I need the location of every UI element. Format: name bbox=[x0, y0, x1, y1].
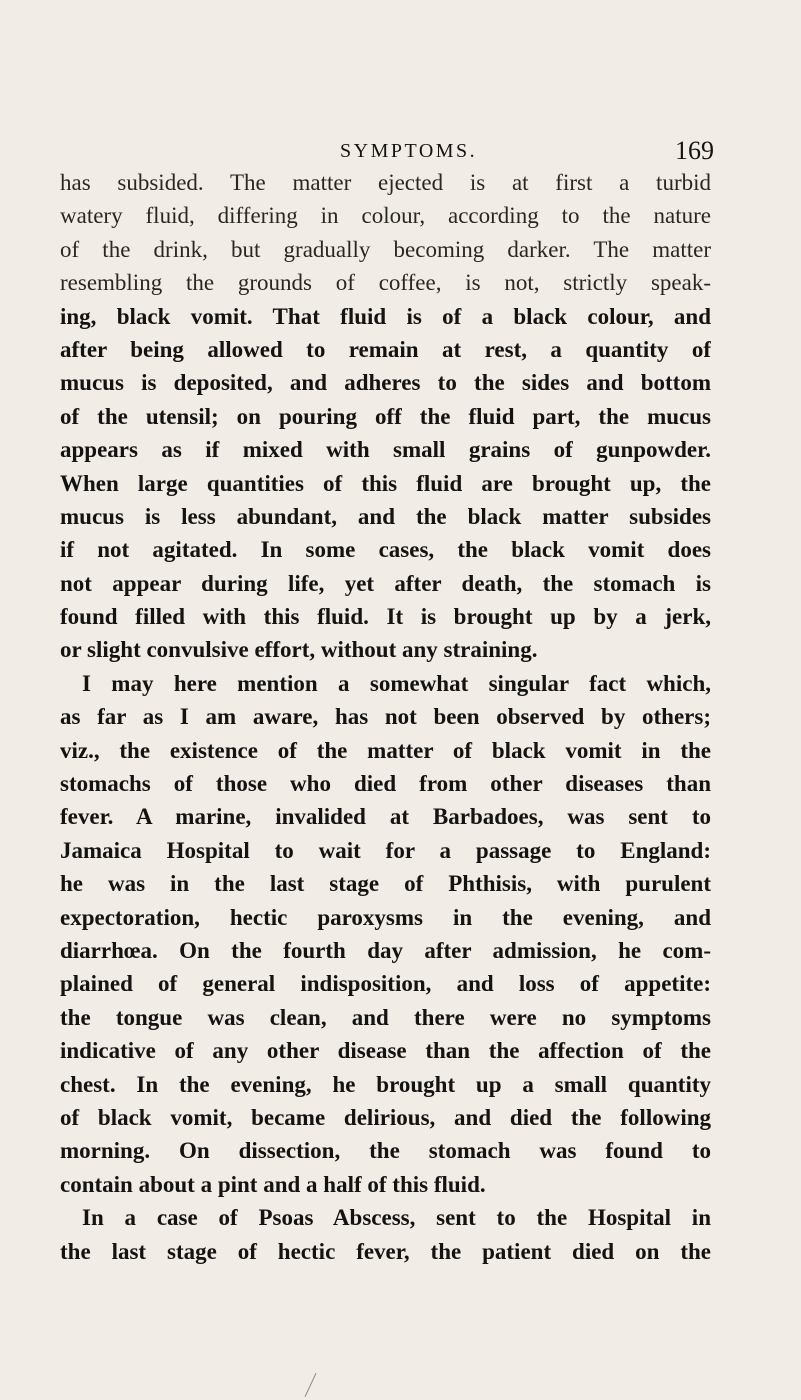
text-line: viz., the existence of the matter of black vomit in the bbox=[60, 737, 711, 763]
text-line: mucus is deposited, and adheres to the sides and bottom bbox=[60, 370, 711, 396]
text-line: indicative of any other disease than the affection of the bbox=[60, 1038, 711, 1064]
text-line: I may here mention a somewhat singular fact which, bbox=[82, 670, 711, 696]
running-title: SYMPTOMS. bbox=[340, 140, 478, 162]
text-line: mucus is less abundant, and the black matter subsides bbox=[60, 503, 711, 529]
text-line: of black vomit, became delirious, and died the following bbox=[60, 1104, 711, 1130]
text-line: stomachs of those who died from other diseases than bbox=[60, 771, 711, 797]
text-line: plained of general indisposition, and loss of appetite: bbox=[60, 971, 711, 997]
text-line: of the utensil; on pouring off the fluid part, the mucus bbox=[60, 403, 711, 429]
page-mark bbox=[305, 1373, 317, 1397]
text-line: ing, black vomit. That fluid is of a black colour, and bbox=[60, 303, 711, 329]
running-head bbox=[260, 136, 720, 168]
text-line: expectoration, hectic paroxysms in the evening, and bbox=[60, 904, 711, 930]
text-line: of the drink, but gradually becoming darker. The matter bbox=[60, 236, 711, 262]
page-number: 169 bbox=[675, 136, 714, 165]
body-text bbox=[60, 166, 711, 1268]
text-line: or slight convulsive effort, without any straining. bbox=[60, 637, 538, 663]
text-line: has subsided. The matter ejected is at first a turbid bbox=[60, 170, 711, 195]
text-line: he was in the last stage of Phthisis, with purulent bbox=[60, 871, 711, 897]
text-line: diarrhœa. On the fourth day after admission, he com- bbox=[60, 937, 711, 963]
text-line: morning. On dissection, the stomach was found to bbox=[60, 1138, 711, 1164]
text-line: appears as if mixed with small grains of gunpowder. bbox=[60, 437, 711, 463]
text-line: chest. In the evening, he brought up a small quantity bbox=[60, 1071, 711, 1097]
text-line: found filled with this fluid. It is brought up by a jerk, bbox=[60, 604, 711, 630]
text-line: resembling the grounds of coffee, is not, strictly speak- bbox=[60, 270, 711, 296]
text-line: if not agitated. In some cases, the black vomit does bbox=[60, 537, 711, 563]
text-line: the tongue was clean, and there were no symptoms bbox=[60, 1004, 711, 1030]
text-line: after being allowed to remain at rest, a quantity of bbox=[60, 336, 711, 362]
text-line: as far as I am aware, has not been observed by others; bbox=[60, 704, 711, 730]
text-line: fever. A marine, invalided at Barbadoes, was sent to bbox=[60, 804, 711, 830]
text-line: In a case of Psoas Abscess, sent to the Hospital in bbox=[82, 1205, 711, 1231]
text-line: watery fluid, differing in colour, according to the nature bbox=[60, 203, 711, 229]
text-line: not appear during life, yet after death, the stomach is bbox=[60, 570, 711, 596]
text-line: Jamaica Hospital to wait for a passage to England: bbox=[60, 837, 711, 863]
text-line: contain about a pint and a half of this fluid. bbox=[60, 1171, 486, 1197]
text-line: When large quantities of this fluid are brought up, the bbox=[60, 470, 711, 496]
text-line: the last stage of hectic fever, the patient died on the bbox=[60, 1238, 711, 1264]
